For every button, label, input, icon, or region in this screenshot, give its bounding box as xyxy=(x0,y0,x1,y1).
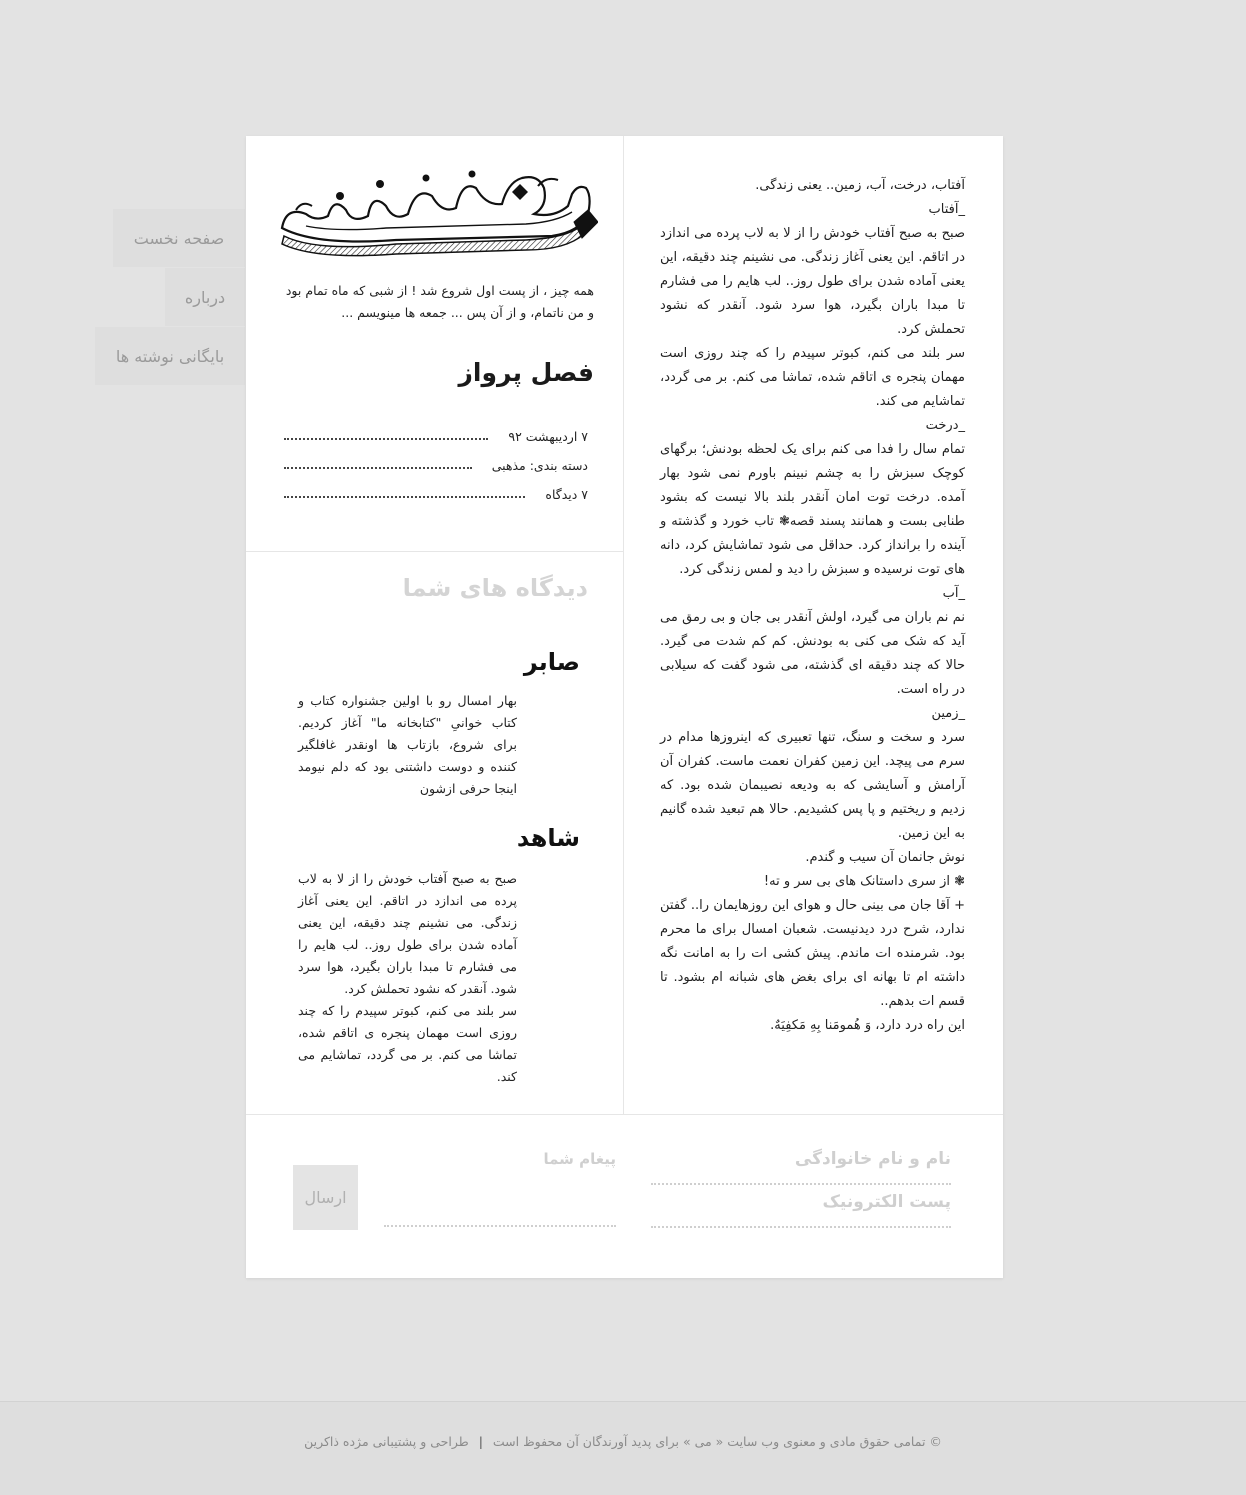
post-paragraph: صبح به صبح آفتاب خودش را از لا به لاب پرده می اندازد در اتاقم. این یعنی آغاز زندگی. می نشینم چند دقیقه، این یعنی آماده شدن برای طول روز.. لب هایم را می فشارم تا مبدا باران بگیرد، هوا سرد شود. آنقدر که نشود تحملش کرد. xyxy=(660,226,965,337)
submit-button[interactable]: ارسال xyxy=(293,1165,358,1230)
footer xyxy=(0,1401,1246,1495)
nav-item-archive[interactable] xyxy=(95,327,245,385)
site-intro: همه چیز ، از پست اول شروع شد ! از شبی که ماه تمام بود و من ناتمام، و از آن پس ... جمعه ها مینویسم ... xyxy=(285,283,594,320)
comment-text xyxy=(298,690,517,800)
nav-item-about[interactable] xyxy=(165,268,245,326)
name-field[interactable] xyxy=(651,1149,951,1185)
email-field-placeholder: پست الکترونیک xyxy=(822,1192,951,1212)
post-comments-count[interactable]: ۷ دیدگاه xyxy=(545,486,588,502)
comment-author: شاهد xyxy=(516,824,580,852)
post-category-row[interactable] xyxy=(284,453,588,477)
post-paragraph: نم نم باران می گیرد، اولش آنقدر بی جان و بی رمق می آید که شک می کنی به بودنش. کم کم شدت می گیرد. حالا که چند دقیقه ای گذشته، می شود گفت که سیلابی در راه است. xyxy=(660,610,965,697)
site-logo[interactable] xyxy=(276,166,598,258)
nav-item-label: صفحه نخست xyxy=(133,228,225,248)
nav-item-home[interactable] xyxy=(113,209,245,267)
comment-paragraph: سر بلند می کنم، کبوتر سپیدم را که چند روزی است مهمان پنجره ی اتاقم شده، تماشا می کنم. بر می گردد، تماشایم می کند. xyxy=(298,1003,517,1084)
column-divider xyxy=(623,136,624,1114)
form-divider xyxy=(246,1114,1003,1115)
post-paragraph: _آفتاب xyxy=(928,202,965,217)
comment-author: صابر xyxy=(523,648,580,676)
post-paragraph: ❃ از سری داستانک های بی سر و ته! xyxy=(763,874,965,889)
post-paragraph: نوش جانمان آن سیب و گندم. xyxy=(805,850,965,865)
post-paragraph: این راه درد دارد، وَ هُمومَنا بِهِ مَکفِیَهٌ. xyxy=(770,1018,965,1033)
name-field-placeholder: نام و نام خانوادگی xyxy=(794,1149,951,1169)
post-paragraph: سرد و سخت و سنگ، تنها تعبیری که اینروزها مدام در سرم می پیچد. این زمین کفران نعمت ماست. کفران آن آرامش و آسایشی که به ودیعه نصیبمان شده بود. که زدیم و ریختیم و پا پس کشیدیم. حالا هم تبعید شده گانیم به این زمین. xyxy=(660,730,965,841)
nav-item-label: بایگانی نوشته ها xyxy=(115,346,225,366)
post-body xyxy=(660,174,965,1038)
post-paragraph: سر بلند می کنم، کبوتر سپیدم را که چند روزی است مهمان پنجره ی اتاقم شده، تماشا می کنم. بر می گردد، تماشایم می کند. xyxy=(660,346,965,409)
post-date-row xyxy=(284,424,588,448)
footer-separator: | xyxy=(478,1434,483,1449)
comment-paragraph: صبح به صبح آفتاب خودش را از لا به لاب پرده می اندازد در اتاقم. این یعنی آغاز زندگی. می نشینم چند دقیقه، این یعنی آماده شدن برای طول روز.. لب هایم را می فشارم تا مبدا باران بگیرد، هوا سرد شود. آنقدر که نشود تحملش کرد. xyxy=(298,871,517,996)
post-paragraph: + آقا جان می بینی حال و هوای این روزهایمان را.. گفتن ندارد، شرح درد دیدنیست. شعبان امسال برای ما محرم بود. شرمنده ات ماندم. پیش کشی ات را به امانت نگه داشته ام تا بهانه ای برای بغض های شبانه ام بشود. تا قسم ات بدهم.. xyxy=(660,898,965,1009)
comments-heading: دیدگاه های شما xyxy=(402,574,588,602)
post-category[interactable]: دسته بندی: مذهبی xyxy=(491,457,588,473)
message-field-placeholder: پیغام شما xyxy=(543,1150,616,1168)
comment-text xyxy=(298,868,517,1088)
dotted-leader xyxy=(284,467,472,469)
nav-item-label: درباره xyxy=(184,287,226,307)
dotted-leader xyxy=(284,496,525,498)
email-field[interactable] xyxy=(651,1192,951,1228)
post-paragraph: _درخت xyxy=(925,418,965,433)
post-date: ۷ اردیبهشت ۹۲ xyxy=(508,428,588,444)
comment-paragraph: بهار امسال رو با اولین جشنواره کتاب و کتاب خوانیِ "کتابخانه ما" آغاز کردیم. برای شروع، بازتاب ها اونقدر غافلگیر کننده و دوست داشتنی بود که دلم نیومد اینجا حرفی ازشون xyxy=(298,693,517,796)
post-title[interactable]: فصل پرواز xyxy=(458,358,594,387)
section-divider xyxy=(246,551,623,552)
post-comments-row[interactable] xyxy=(284,482,588,506)
post-paragraph: _زمین xyxy=(931,706,965,721)
footer-credit[interactable]: طراحی و پشتیبانی مژده ذاکرین xyxy=(304,1434,469,1449)
post-paragraph: تمام سال را فدا می کنم برای یک لحظه بودنش؛ برگهای کوچک سبزش را به چشم نبینم باورم نمی شود بهار آمده. درخت توت امان آنقدر بلند بالا نیست که بشود طنابی بست و همانند پسند قصه❃ تاب خورد و گذشته و آینده را برانداز کرد. حداقل می شود تماشایش کرد، دانه های توت نرسیده و سبزش را دید و لمس زندگی کرد. xyxy=(660,442,965,577)
dotted-leader xyxy=(284,438,488,440)
message-field[interactable] xyxy=(384,1149,616,1227)
post-paragraph: آفتاب، درخت، آب، زمین.. یعنی زندگی. xyxy=(755,178,965,193)
main-card xyxy=(246,136,1003,1278)
footer-text xyxy=(0,1434,1246,1449)
footer-copyright: © تمامی حقوق مادی و معنوی وب سایت « می » برای پدید آورندگان آن محفوظ است xyxy=(492,1434,942,1449)
post-paragraph: _آب xyxy=(942,586,965,601)
